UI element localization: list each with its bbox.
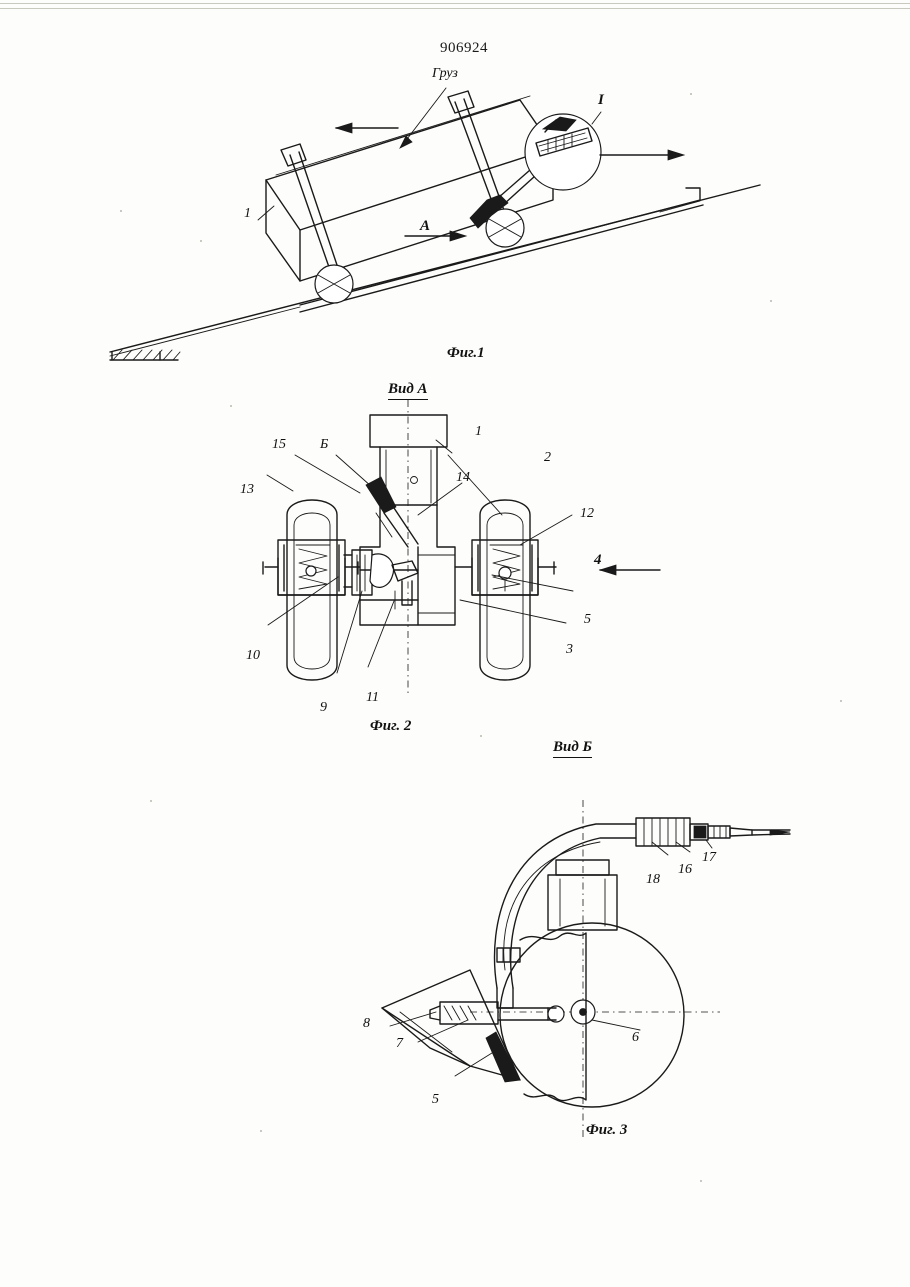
fig2-part-13: 12 — [580, 506, 594, 521]
section-arrow-A-line — [405, 231, 466, 241]
fig1-caption: Фиг.1 — [447, 345, 485, 361]
left-wheel — [287, 500, 337, 680]
fig3-view-title — [553, 739, 592, 758]
duct-bracket — [497, 948, 520, 962]
load-label: Груз — [432, 66, 458, 81]
support-arms — [281, 91, 505, 270]
load-body — [266, 96, 553, 281]
fig3-drawing — [0, 780, 910, 1210]
right-suspension — [455, 540, 556, 595]
fig2-view-title-text: Вид А — [388, 381, 428, 397]
motion-arrow-left — [336, 123, 398, 133]
fig3-part-6: 6 — [632, 1030, 639, 1045]
detail-circle-I — [525, 114, 601, 190]
fig2-part-1: 1 — [475, 424, 482, 439]
fig3-part-7: 7 — [396, 1036, 403, 1051]
hub-housing — [548, 860, 617, 930]
fig2-part-15: Б — [320, 437, 329, 452]
leader-detail-I — [592, 112, 601, 124]
fig2-part-2: 2 — [544, 450, 551, 465]
leader-load — [404, 88, 446, 143]
fig2-part-12: 15 — [272, 437, 286, 452]
wheel-large — [500, 923, 684, 1107]
valve-assembly — [636, 818, 790, 846]
fig3-part-16: 16 — [678, 862, 692, 877]
fig2-part-9: 9 — [320, 700, 327, 715]
fig2-leaders — [267, 440, 573, 673]
brake-shoe — [382, 970, 520, 1082]
fig1-drawing — [0, 0, 910, 400]
fig2-caption: Фиг. 2 — [370, 718, 412, 734]
fig1-part-1: 1 — [244, 206, 251, 221]
patent-number: 906924 — [440, 40, 488, 56]
fig3-view-title-text: Вид Б — [553, 739, 593, 755]
section-arrow-B-label: 4 — [594, 552, 602, 568]
fig3-part-8: 8 — [363, 1016, 370, 1031]
curved-duct — [495, 824, 636, 1008]
motion-arrow-right — [600, 150, 684, 160]
fig2-part-14: 14 — [456, 470, 470, 485]
section-arrow-A-label: А — [420, 218, 431, 234]
section-arrow-B-line — [600, 565, 660, 575]
fig2-part-5: 5 — [584, 612, 591, 627]
fig2-part-11: 13 — [240, 482, 254, 497]
fig3-part-17: 17 — [702, 850, 716, 865]
fig2-part-10: 10 — [246, 648, 260, 663]
fig3-part-18: 18 — [646, 872, 660, 887]
trigger-mechanism — [344, 477, 418, 609]
wheel-rear — [315, 265, 353, 303]
fig2-part-3: 3 — [566, 642, 573, 657]
detail-marker-I: I — [598, 92, 604, 108]
fig2-part-4: 11 — [366, 690, 379, 705]
fig2-drawing — [0, 395, 910, 755]
fig3-caption: Фиг. 3 — [586, 1122, 628, 1138]
fig3-part-5: 5 — [432, 1092, 439, 1107]
